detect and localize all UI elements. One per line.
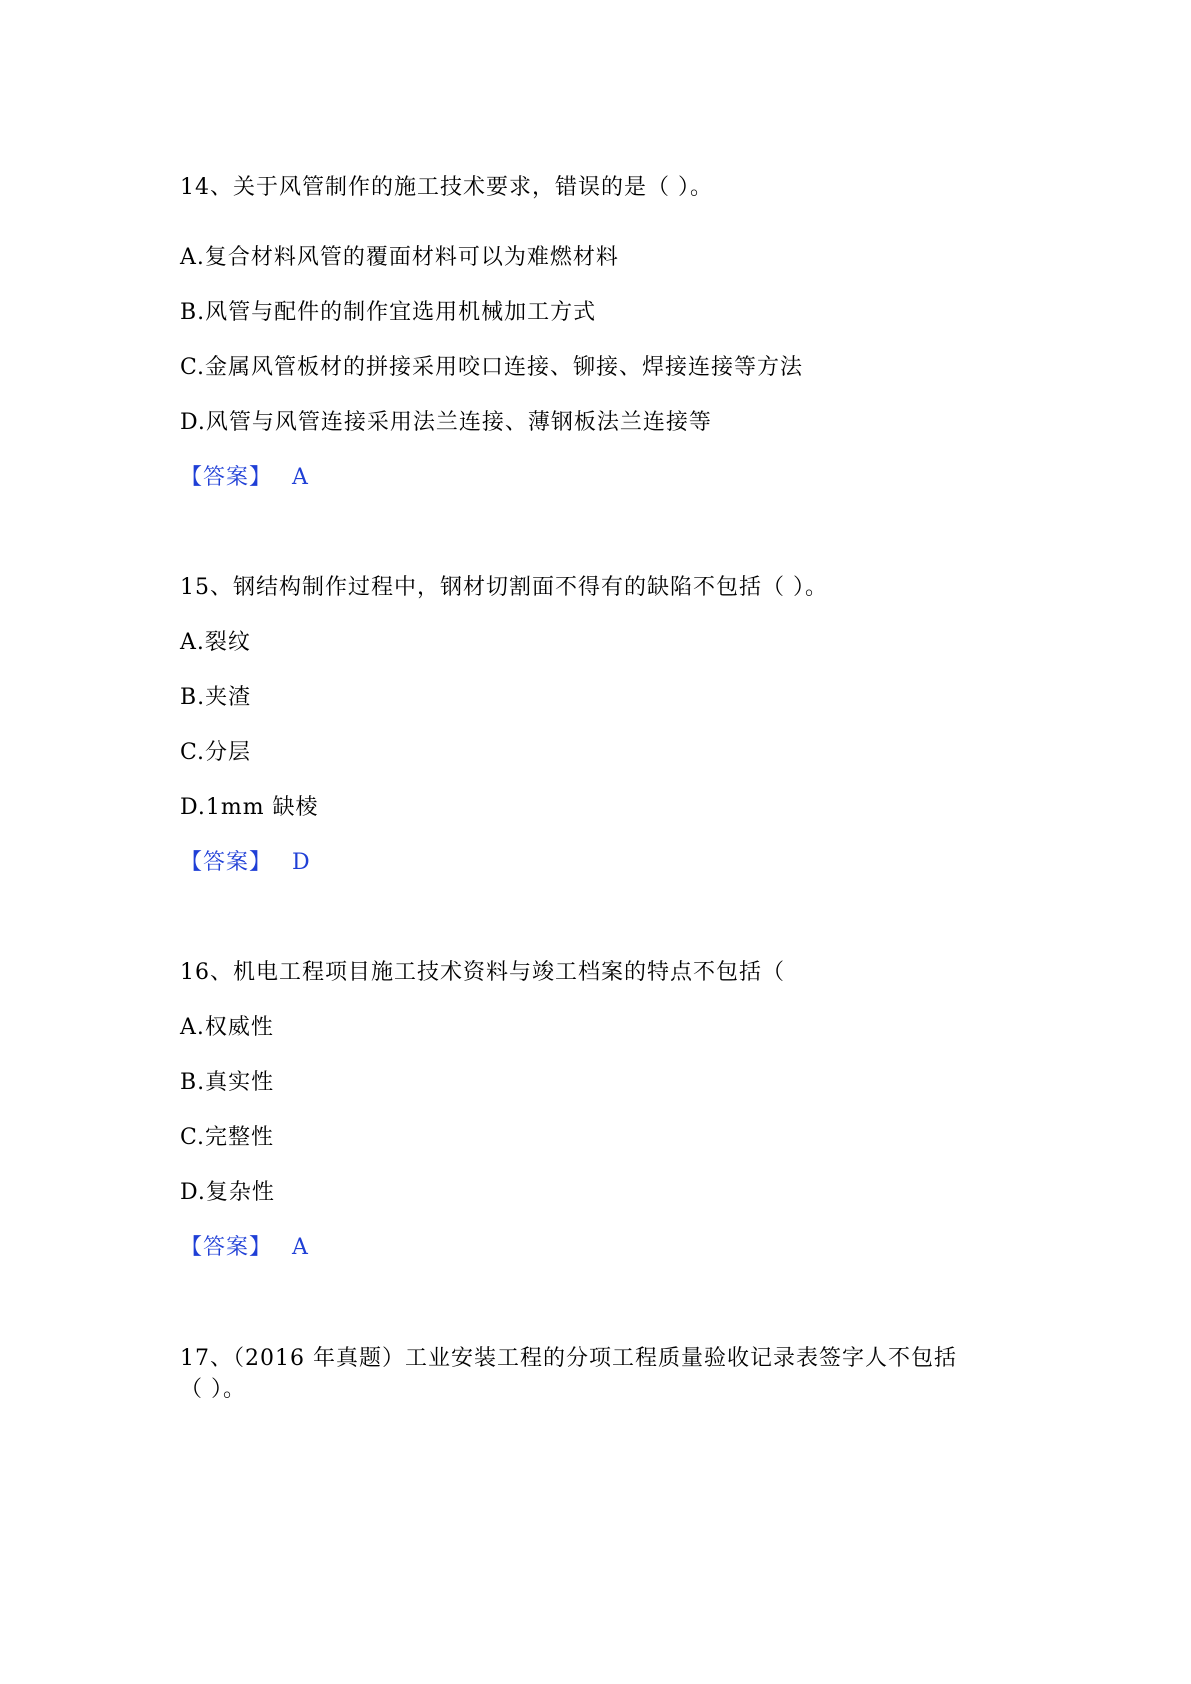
question-15-option-a: A.裂纹 xyxy=(180,630,251,655)
answer-label: 【答案】 xyxy=(180,1235,273,1260)
question-15-option-c: C.分层 xyxy=(180,740,252,765)
question-16-stem: 16、机电工程项目施工技术资料与竣工档案的特点不包括（ xyxy=(180,960,785,985)
question-17-stem: 17、（2016 年真题）工业安装工程的分项工程质量验收记录表签字人不包括 xyxy=(180,1346,957,1371)
question-14-option-b: B.风管与配件的制作宜选用机械加工方式 xyxy=(180,300,597,325)
question-14-stem: 14、关于风管制作的施工技术要求，错误的是（ ）。 xyxy=(180,175,713,200)
answer-label: 【答案】 xyxy=(180,850,273,875)
question-15-option-d: D.1mm 缺棱 xyxy=(180,795,319,820)
question-15-answer xyxy=(180,848,311,878)
question-16-option-a: A.权威性 xyxy=(180,1015,274,1040)
answer-value: A xyxy=(292,1235,309,1260)
answer-value: D xyxy=(292,850,311,875)
question-15-stem: 15、钢结构制作过程中，钢材切割面不得有的缺陷不包括（ ）。 xyxy=(180,575,828,600)
question-16-option-c: C.完整性 xyxy=(180,1125,275,1150)
question-14-option-c: C.金属风管板材的拼接采用咬口连接、铆接、焊接连接等方法 xyxy=(180,355,804,380)
question-17-stem-continued: （ ）。 xyxy=(180,1377,246,1402)
question-14-answer xyxy=(180,463,309,493)
question-15-option-b: B.夹渣 xyxy=(180,685,252,710)
question-14-option-a: A.复合材料风管的覆面材料可以为难燃材料 xyxy=(180,245,619,270)
question-16-answer xyxy=(180,1233,309,1263)
question-16-option-d: D.复杂性 xyxy=(180,1180,275,1205)
answer-value: A xyxy=(292,465,309,490)
question-16-option-b: B.真实性 xyxy=(180,1070,275,1095)
answer-label: 【答案】 xyxy=(180,465,273,490)
question-14-option-d: D.风管与风管连接采用法兰连接、薄钢板法兰连接等 xyxy=(180,410,712,435)
